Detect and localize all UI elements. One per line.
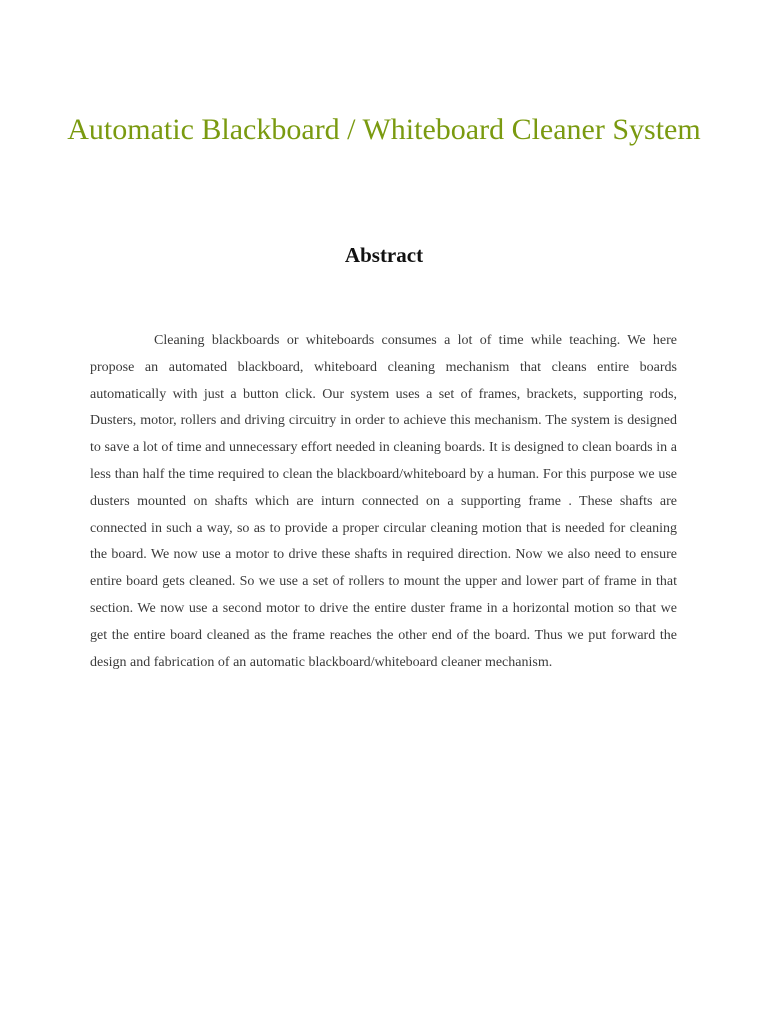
abstract-paragraph: Cleaning blackboards or whiteboards consumes a lot of time while teaching. We here propose an automated blackboard, whiteboard cleaning mechanism that cleans entire boards automatically with just a button click. Our system uses a set of frames, brackets, supporting rods, Dusters, motor, rollers and driving circuitry in order to achieve this mechanism. The system is designed to save a lot of time and unnecessary effort needed in cleaning boards. It is designed to clean boards in a less than half the time required to clean the blackboard/whiteboard by a human. For this purpose we use dusters mounted on shafts which are inturn connected on a supporting frame . These shafts are connected in such a way, so as to provide a proper circular cleaning motion that is needed for cleaning the board. We now use a motor to drive these shafts in required direction. Now we also need to ensure entire board gets cleaned. So we use a set of rollers to mount the upper and lower part of frame in that section. We now use a second motor to drive the entire duster frame in a horizontal motion so that we get the entire board cleaned as the frame reaches the other end of the board. Thus we put forward the design and fabrication of an automatic blackboard/whiteboard cleaner mechanism. (90, 333, 677, 670)
document-title: Automatic Blackboard / Whiteboard Cleaner System (67, 113, 701, 146)
abstract-heading: Abstract (344, 243, 424, 267)
